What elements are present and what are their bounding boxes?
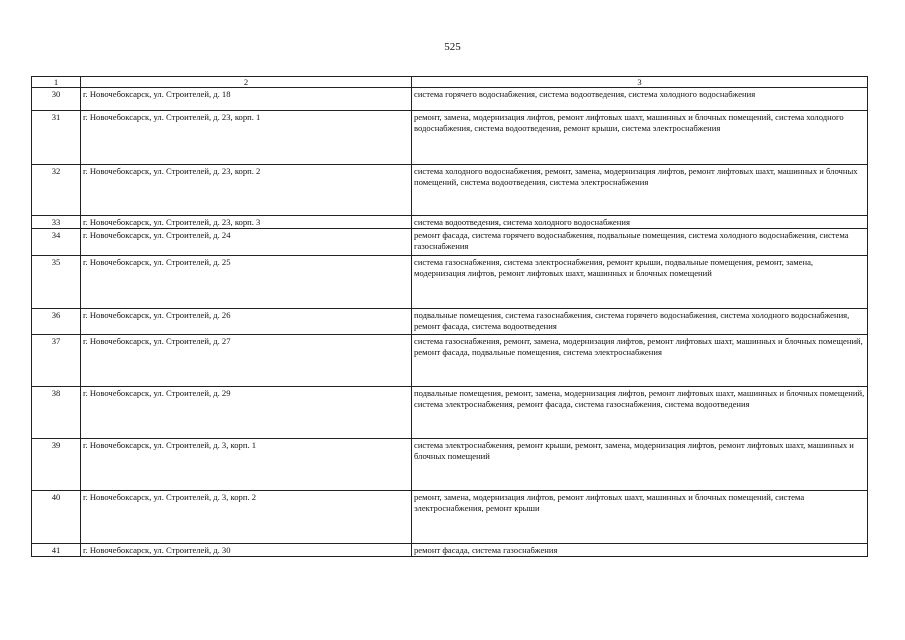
column-header: 2 xyxy=(81,77,412,88)
row-address: г. Новочебоксарск, ул. Строителей, д. 23, корп. 1 xyxy=(81,111,412,165)
row-works: система электроснабжения, ремонт крыши, ремонт, замена, модернизация лифтов, ремонт лифтовых шахт, машинных и блочных помещений xyxy=(412,439,868,491)
row-number: 35 xyxy=(32,256,81,309)
row-number: 39 xyxy=(32,439,81,491)
column-header: 3 xyxy=(412,77,868,88)
row-number: 37 xyxy=(32,335,81,387)
table-row xyxy=(32,256,868,309)
row-number: 41 xyxy=(32,544,81,557)
table-row xyxy=(32,165,868,216)
row-works: система газоснабжения, система электроснабжения, ремонт крыши, подвальные помещения, ремонт, замена, модернизация лифтов, ремонт лифтовых шахт, машинных и блочных помещений xyxy=(412,256,868,309)
row-address: г. Новочебоксарск, ул. Строителей, д. 27 xyxy=(81,335,412,387)
table-row xyxy=(32,439,868,491)
row-address: г. Новочебоксарск, ул. Строителей, д. 3, корп. 2 xyxy=(81,491,412,544)
table-row xyxy=(32,544,868,557)
row-address: г. Новочебоксарск, ул. Строителей, д. 26 xyxy=(81,309,412,335)
row-works: ремонт, замена, модернизация лифтов, ремонт лифтовых шахт, машинных и блочных помещений, система холодного водоснабжения, система водоотведения, ремонт крыши, система электроснабжения xyxy=(412,111,868,165)
table-header-row xyxy=(32,77,868,88)
table-row xyxy=(32,229,868,256)
row-works: ремонт, замена, модернизация лифтов, ремонт лифтовых шахт, машинных и блочных помещений, система электроснабжения, ремонт крыши xyxy=(412,491,868,544)
row-address: г. Новочебоксарск, ул. Строителей, д. 3, корп. 1 xyxy=(81,439,412,491)
table-row xyxy=(32,309,868,335)
row-works: ремонт фасада, система горячего водоснабжения, подвальные помещения, система холодного водоснабжения, система газоснабжения xyxy=(412,229,868,256)
row-works: подвальные помещения, ремонт, замена, модернизация лифтов, ремонт лифтовых шахт, машинных и блочных помещений, система электроснабжения, ремонт фасада, система газоснабжения, система водоотведения xyxy=(412,387,868,439)
column-header: 1 xyxy=(32,77,81,88)
row-number: 34 xyxy=(32,229,81,256)
row-number: 31 xyxy=(32,111,81,165)
row-address: г. Новочебоксарск, ул. Строителей, д. 24 xyxy=(81,229,412,256)
row-works: система холодного водоснабжения, ремонт, замена, модернизация лифтов, ремонт лифтовых шахт, машинных и блочных помещений, система водоотведения, система электроснабжения xyxy=(412,165,868,216)
row-works: ремонт фасада, система газоснабжения xyxy=(412,544,868,557)
row-number: 38 xyxy=(32,387,81,439)
row-address: г. Новочебоксарск, ул. Строителей, д. 18 xyxy=(81,88,412,111)
table-row xyxy=(32,387,868,439)
row-address: г. Новочебоксарск, ул. Строителей, д. 30 xyxy=(81,544,412,557)
buildings-table xyxy=(31,76,868,557)
row-works: система водоотведения, система холодного водоснабжения xyxy=(412,216,868,229)
page-number: 525 xyxy=(444,41,461,53)
row-address: г. Новочебоксарск, ул. Строителей, д. 29 xyxy=(81,387,412,439)
row-number: 36 xyxy=(32,309,81,335)
row-number: 30 xyxy=(32,88,81,111)
row-address: г. Новочебоксарск, ул. Строителей, д. 25 xyxy=(81,256,412,309)
table-row xyxy=(32,491,868,544)
table-row xyxy=(32,88,868,111)
row-address: г. Новочебоксарск, ул. Строителей, д. 23, корп. 3 xyxy=(81,216,412,229)
table-row xyxy=(32,335,868,387)
table-row xyxy=(32,111,868,165)
row-works: система горячего водоснабжения, система водоотведения, система холодного водоснабжения xyxy=(412,88,868,111)
row-works: подвальные помещения, система газоснабжения, система горячего водоснабжения, система холодного водоснабжения, ремонт фасада, система водоотведения xyxy=(412,309,868,335)
row-works: система газоснабжения, ремонт, замена, модернизация лифтов, ремонт лифтовых шахт, машинных и блочных помещений, ремонт фасада, подвальные помещения, система электроснабжения xyxy=(412,335,868,387)
table-row xyxy=(32,216,868,229)
row-address: г. Новочебоксарск, ул. Строителей, д. 23, корп. 2 xyxy=(81,165,412,216)
row-number: 32 xyxy=(32,165,81,216)
row-number: 33 xyxy=(32,216,81,229)
row-number: 40 xyxy=(32,491,81,544)
